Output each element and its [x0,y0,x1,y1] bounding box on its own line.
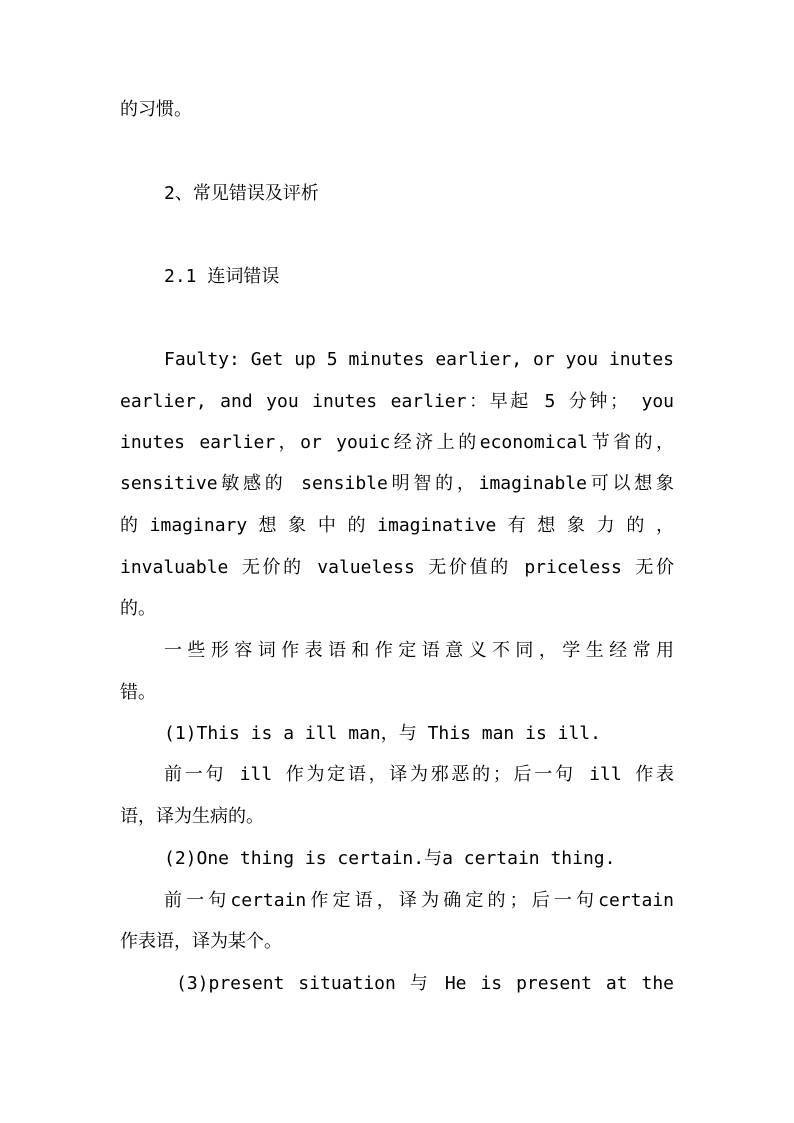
body-line: 错。 [120,682,156,703]
body-line: inutes earlier，or youic经济上的economical节省的， [120,432,674,453]
example-line: (3)present situation 与 He is present at the [176,973,674,994]
body-line: Faulty: Get up 5 minutes earlier, or you inutes [164,349,674,370]
body-line: 的。 [120,598,156,619]
example-line: (1)This is a ill man，与 This man is ill. [164,723,601,744]
body-line: 的 imaginary 想 象 中 的 imaginative 有 想 象 力 的 ， [120,515,674,536]
paragraph-continuation: 的习惯。 [120,99,192,120]
example-line: (2)One thing is certain.与a certain thing. [164,848,616,869]
body-line: 作表语，译为某个。 [120,931,282,952]
body-line: 语，译为生病的。 [120,806,264,827]
body-line: 前一句certain作定语，译为确定的；后一句certain [164,890,674,911]
section-heading: 2、常见错误及评析 [164,183,319,204]
body-line: sensitive敏感的 sensible明智的，imaginable可以想象 [120,473,674,494]
subsection-heading: 2.1 连词错误 [164,266,280,287]
body-line: earlier, and you inutes earlier：早起 5 分钟； you [120,391,674,412]
body-line: 一些形容词作表语和作定语意义不同，学生经常用 [164,640,674,661]
body-line: invaluable 无价的 valueless 无价值的 priceless 无价 [120,557,674,578]
body-line: 前一句 ill 作为定语，译为邪恶的；后一句 ill 作表 [164,764,674,785]
